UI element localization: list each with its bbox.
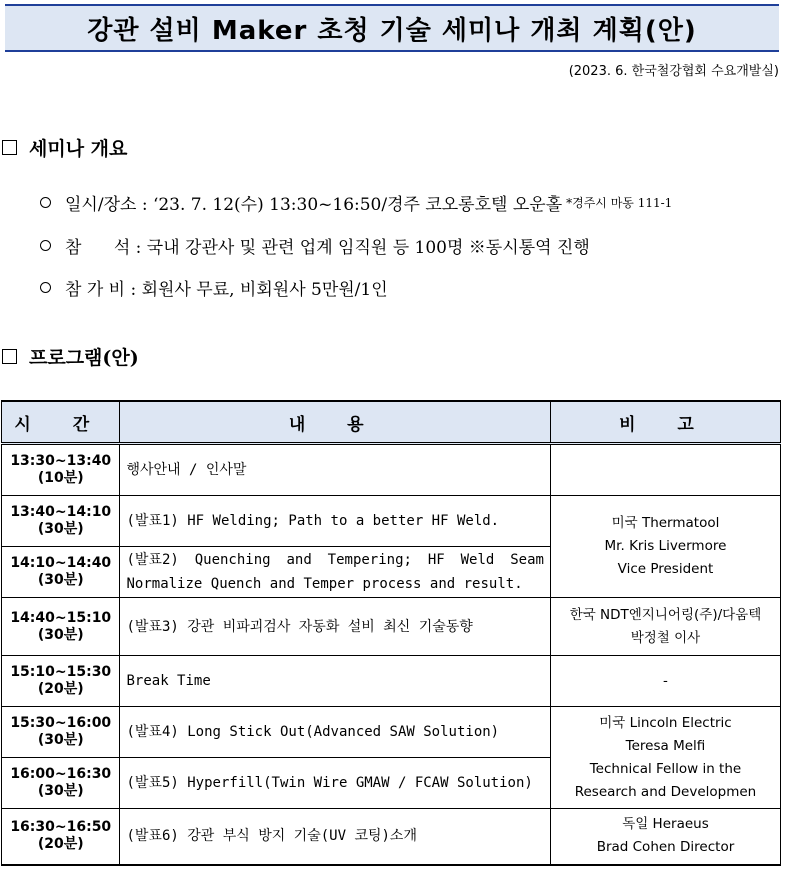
time-cell: 14:10~14:40 (30분): [2, 547, 120, 598]
content-cell: Break Time: [120, 656, 550, 707]
column-header-time: 시 간: [2, 401, 120, 444]
note-cell-break: -: [550, 656, 780, 707]
note-cell-lincoln: 미국 Lincoln Electric Teresa Melfi Technical Fellow in the Research and Developmen: [550, 707, 780, 809]
note-cell-thermatool: 미국 Thermatool Mr. Kris Livermore Vice President: [550, 496, 780, 598]
overview-heading: [2, 134, 127, 161]
time-cell: 16:30~16:50 (20분): [2, 809, 120, 865]
time-cell: 16:00~16:30 (30분): [2, 758, 120, 809]
time-cell: 13:30~13:40 (10분): [2, 444, 120, 496]
table-row: [2, 656, 781, 707]
overview-item-attendees: [40, 233, 590, 258]
time-cell: 13:40~14:10 (30분): [2, 496, 120, 547]
table-row: [2, 444, 781, 496]
column-header-content: 내 용: [120, 401, 550, 444]
page-title: 강관 설비 Maker 초청 기술 세미나 개최 계획(안): [87, 15, 697, 46]
overview-item-text: 참 가 비 : 회원사 무료, 비회원사 5만원/1인: [65, 280, 388, 300]
program-heading-text: 프로그램(안): [29, 347, 139, 369]
overview-item-datetime: [40, 190, 672, 215]
table-row: [2, 496, 781, 547]
content-cell: (발표3) 강관 비파괴검사 자동화 설비 최신 기술동향: [120, 598, 550, 656]
content-cell: (발표2) Quenching and Tempering; HF Weld Seam Normalize Quench and Temper process and result.: [120, 547, 550, 598]
table-row: [2, 707, 781, 758]
overview-heading-text: 세미나 개요: [29, 138, 128, 160]
time-cell: 15:30~16:00 (30분): [2, 707, 120, 758]
column-header-note: 비 고: [550, 401, 780, 444]
content-cell: 행사안내 / 인사말: [120, 444, 550, 496]
program-heading: [2, 343, 139, 370]
content-cell: (발표6) 강관 부식 방지 기술(UV 코팅)소개: [120, 809, 550, 865]
table-row: [2, 809, 781, 865]
circle-bullet-icon: [40, 282, 51, 293]
note-cell-heraeus: 독일 Heraeus Brad Cohen Director: [550, 809, 780, 865]
overview-item-text: 일시/장소 : ‘23. 7. 12(수) 13:30~16:50/경주 코오롱호텔 오운홀: [65, 195, 563, 215]
circle-bullet-icon: [40, 197, 51, 208]
time-cell: 15:10~15:30 (20분): [2, 656, 120, 707]
content-cell: (발표1) HF Welding; Path to a better HF Weld.: [120, 496, 550, 547]
table-row: [2, 598, 781, 656]
circle-bullet-icon: [40, 240, 51, 251]
note-cell: [550, 444, 780, 496]
time-cell: 14:40~15:10 (30분): [2, 598, 120, 656]
note-cell-ndt: 한국 NDT엔지니어링(주)/다움텍 박정철 이사: [550, 598, 780, 656]
title-banner: [5, 4, 779, 52]
content-cell: (발표4) Long Stick Out(Advanced SAW Solution): [120, 707, 550, 758]
overview-item-text: 참 석 : 국내 강관사 및 관련 업계 임직원 등 100명 ※동시통역 진행: [65, 238, 590, 258]
content-cell: (발표5) Hyperfill(Twin Wire GMAW / FCAW Solution): [120, 758, 550, 809]
organization-date: (2023. 6. 한국철강협회 수요개발실): [568, 64, 779, 79]
overview-item-fee: [40, 275, 388, 300]
checkbox-square-icon: [2, 349, 17, 364]
program-table: [1, 400, 781, 866]
checkbox-square-icon: [2, 140, 17, 155]
address-note: *경주시 마동 111-1: [566, 196, 673, 210]
table-header-row: [2, 401, 781, 444]
